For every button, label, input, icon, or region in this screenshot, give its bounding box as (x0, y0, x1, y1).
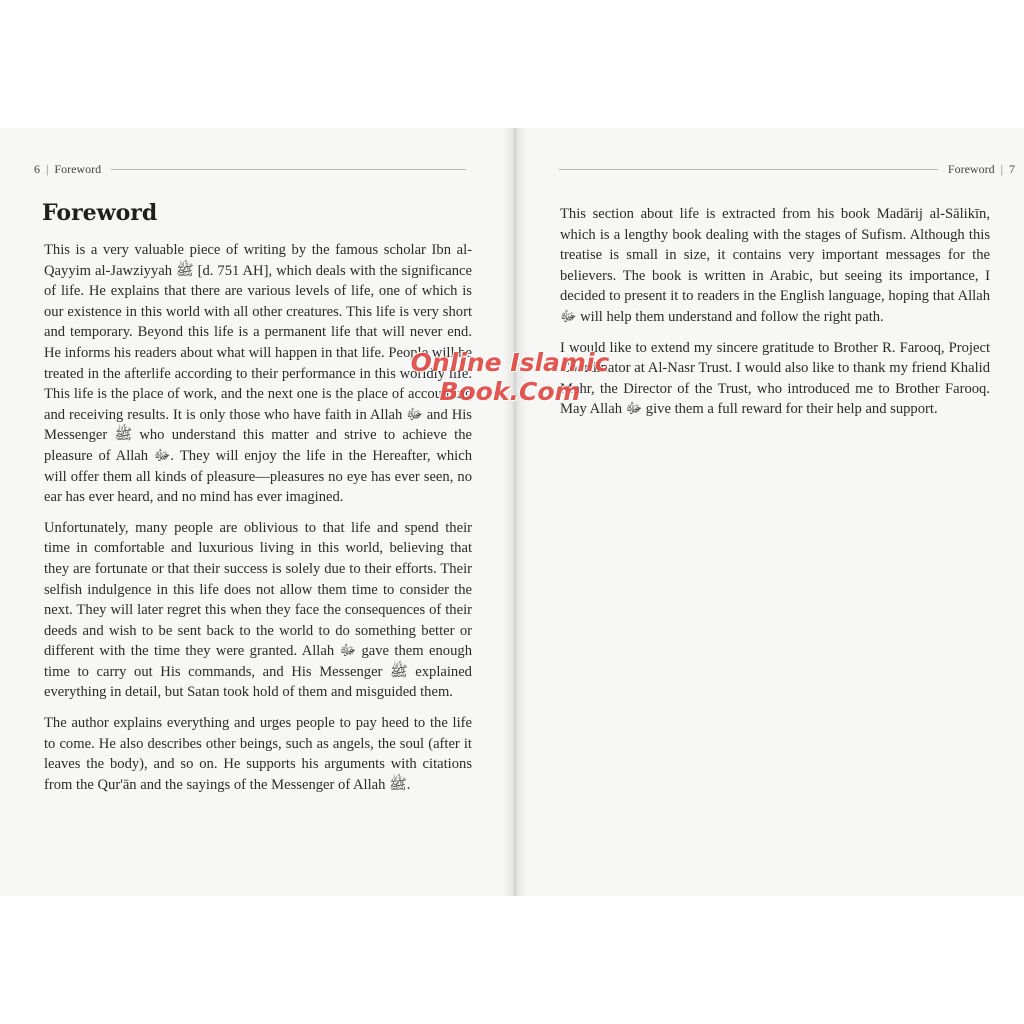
paragraph: Unfortunately, many people are oblivious to that life and spend their time in comfortable and luxurious living in this world, believing that they are fortunate or that their success is solely due to their efforts. Their selfish indulgence in this life does not allow them time to consider the next. They will later regret this when they face the consequences of their deeds and wish to be sent back to the world to do something better or different with the time they were granted. Allah ﷻ gave them enough time to carry out His commands, and His Messenger ﷺ explained everything in detail, but Satan took hold of them and misguided them. (44, 519, 472, 701)
left-page-number: 6 (34, 162, 40, 176)
left-body-text (44, 240, 472, 805)
chapter-heading: Foreword (42, 200, 158, 226)
right-page-number: 7 (1009, 162, 1015, 176)
book-gutter (503, 128, 527, 896)
right-page (527, 128, 1024, 896)
left-head-rule (111, 169, 466, 170)
left-running-head (34, 162, 470, 177)
paragraph: I would like to extend my sincere gratitude to Brother R. Farooq, Project Coordinator at Al-Nasr Trust. I would also like to thank my friend Khalid Mehr, the Director of the Trust, who introduced me to Brother Farooq. May Allah ﷻ give them a full reward for their help and support. (560, 339, 990, 418)
watermark-line-2: Book.Com (439, 377, 581, 406)
right-head-rule (559, 169, 938, 170)
left-running-title: Foreword (54, 162, 102, 176)
right-head-separator: | (1000, 162, 1003, 176)
paragraph: The author explains everything and urges people to pay heed to the life to come. He also describes other beings, such as angels, the soul (after it leaves the body), and so on. He supports his arguments with citations from the Qur'ān and the sayings of the Messenger of Allah ﷺ. (44, 715, 472, 793)
watermark (380, 348, 640, 406)
paragraph: This is a very valuable piece of writing by the famous scholar Ibn al-Qayyim al-Jawziyyah ﷺ [d. 751 AH], which deals with the significance of life. He explains that there are various levels of life, one of which is our existence in this world with all other creatures. This life is very short and temporary. Beyond this life is a permanent life that will never end. He informs his readers about what will happen in that life. People will be treated in the afterlife according to their performance in this worldly life. This life is the place of work, and the next one is the place of accounting and receiving results. It is only those who have faith in Allah ﷻ and His Messenger ﷺ who understand this matter and strive to achieve the pleasure of Allah ﷻ. They will enjoy the life in the Hereafter, which will offer them all kinds of pleasure—pleasures no eye has ever seen, no ear has ever heard, and no mind has ever imagined. (44, 242, 472, 506)
right-running-head (555, 162, 1015, 177)
right-running-title: Foreword (947, 162, 995, 176)
left-page (0, 128, 503, 896)
watermark-line-1: Online Islamic (410, 348, 610, 377)
left-head-separator: | (46, 162, 49, 176)
paragraph: This section about life is extracted from his book Madārij al-Sālikīn, which is a lengthy book dealing with the stages of Sufism. Although this treatise is small in size, it contains very important messages for the believers. The book is written in Arabic, but seeing its importance, I decided to present it to readers in the English language, hoping that Allah ﷻ will help them understand and follow the right path. (560, 206, 990, 325)
book-spread (0, 128, 1024, 896)
